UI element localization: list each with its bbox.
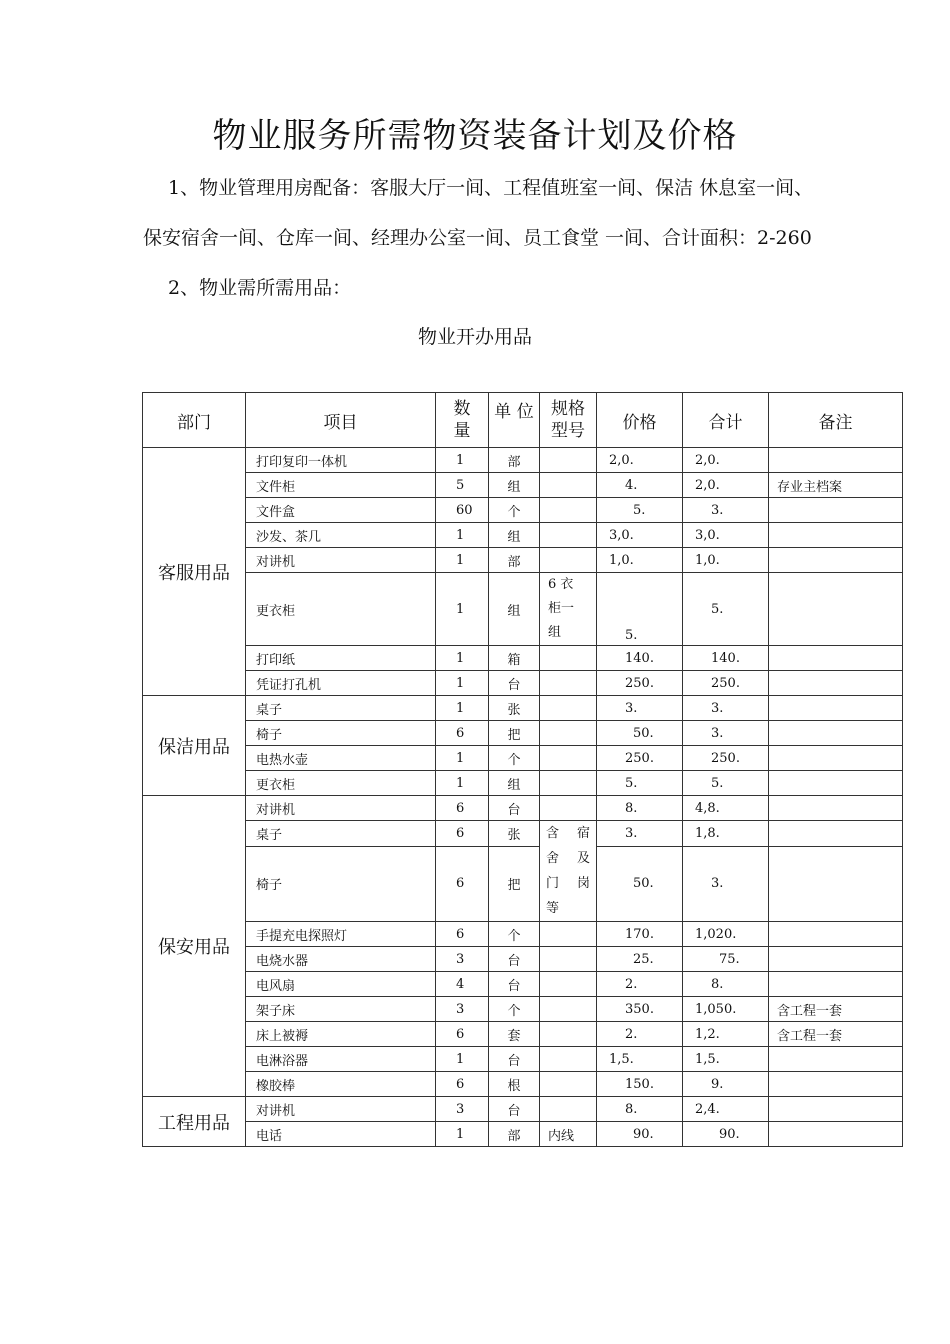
table-row (143, 796, 903, 821)
item-cell: 架子床 (246, 997, 436, 1022)
item-cell: 电话 (246, 1122, 436, 1147)
note-cell: 含工程一套 (769, 997, 903, 1022)
item-cell: 椅子 (246, 721, 436, 746)
unit-cell: 个 (489, 498, 540, 523)
note-cell (769, 573, 903, 646)
total-cell: 1,2. (683, 1022, 769, 1047)
unit-cell: 个 (489, 997, 540, 1022)
table-row (143, 498, 903, 523)
spec-cell (540, 721, 597, 746)
note-cell (769, 721, 903, 746)
table-row (143, 922, 903, 947)
item-cell: 电风扇 (246, 972, 436, 997)
price-cell: 1,0. (597, 548, 683, 573)
table-row (143, 646, 903, 671)
total-cell: 250. (683, 671, 769, 696)
spec-cell (540, 1072, 597, 1097)
table-row (143, 1047, 903, 1072)
table-row (143, 1022, 903, 1047)
item-cell: 更衣柜 (246, 771, 436, 796)
spec-cell (540, 448, 597, 473)
table-row (143, 746, 903, 771)
spec-cell (540, 498, 597, 523)
spec-cell (540, 1097, 597, 1122)
dept-cell: 保安用品 (143, 796, 246, 1097)
note-cell (769, 671, 903, 696)
price-cell: 5. (597, 771, 683, 796)
total-cell: 3. (683, 721, 769, 746)
total-cell: 3. (683, 846, 769, 921)
item-cell: 文件盒 (246, 498, 436, 523)
qty-cell: 6 (436, 821, 489, 847)
total-cell: 250. (683, 746, 769, 771)
unit-cell: 组 (489, 573, 540, 646)
table-header-row (143, 393, 903, 448)
note-cell (769, 1047, 903, 1072)
table-row (143, 821, 903, 847)
spec-cell (540, 922, 597, 947)
total-cell: 1,8. (683, 821, 769, 847)
note-cell (769, 922, 903, 947)
table-title: 物业开办用品 (417, 326, 532, 348)
price-cell: 4. (597, 473, 683, 498)
dept-cell: 工程用品 (143, 1097, 246, 1147)
spec-cell (540, 523, 597, 548)
table-row (143, 448, 903, 473)
table-row (143, 846, 903, 921)
header-note: 备注 (769, 393, 903, 448)
qty-cell: 6 (436, 1072, 489, 1097)
unit-cell: 张 (489, 696, 540, 721)
table-row (143, 473, 903, 498)
paragraph-2: 保安宿舍一间、仓库一间、经理办公室一间、员工食堂 一间、合计面积：2-260 (143, 227, 812, 249)
table-row (143, 1072, 903, 1097)
item-cell: 椅子 (246, 846, 436, 921)
unit-cell: 台 (489, 796, 540, 821)
item-cell: 对讲机 (246, 796, 436, 821)
spec-cell (540, 796, 597, 821)
qty-cell: 6 (436, 922, 489, 947)
total-cell: 4,8. (683, 796, 769, 821)
unit-cell: 把 (489, 721, 540, 746)
price-cell: 50. (597, 846, 683, 921)
header-spec: 规格 型号 (540, 393, 597, 448)
note-cell (769, 1122, 903, 1147)
spec-cell (540, 1047, 597, 1072)
total-cell: 8. (683, 972, 769, 997)
total-cell: 1,050. (683, 997, 769, 1022)
total-cell: 3. (683, 696, 769, 721)
note-cell (769, 771, 903, 796)
price-cell: 2,0. (597, 448, 683, 473)
note-cell (769, 796, 903, 821)
qty-cell: 1 (436, 771, 489, 796)
item-cell: 打印纸 (246, 646, 436, 671)
qty-cell: 5 (436, 473, 489, 498)
qty-cell: 1 (436, 696, 489, 721)
price-cell: 5. (597, 498, 683, 523)
item-cell: 更衣柜 (246, 573, 436, 646)
qty-cell: 3 (436, 997, 489, 1022)
item-cell: 电淋浴器 (246, 1047, 436, 1072)
price-cell: 3. (597, 696, 683, 721)
spec-cell (540, 997, 597, 1022)
total-cell: 3. (683, 498, 769, 523)
qty-cell: 3 (436, 947, 489, 972)
item-cell: 床上被褥 (246, 1022, 436, 1047)
note-cell (769, 548, 903, 573)
total-cell: 75. (683, 947, 769, 972)
total-cell: 5. (683, 573, 769, 646)
unit-cell: 套 (489, 1022, 540, 1047)
total-cell: 2,4. (683, 1097, 769, 1122)
unit-cell: 组 (489, 771, 540, 796)
spec-cell: 内线 (540, 1122, 597, 1147)
qty-cell: 3 (436, 1097, 489, 1122)
unit-cell: 组 (489, 523, 540, 548)
header-total: 合计 (683, 393, 769, 448)
total-cell: 90. (683, 1122, 769, 1147)
price-cell: 50. (597, 721, 683, 746)
note-cell: 存业主档案 (769, 473, 903, 498)
unit-cell: 把 (489, 846, 540, 921)
table-row (143, 696, 903, 721)
unit-cell: 部 (489, 448, 540, 473)
table-row (143, 771, 903, 796)
spec-cell (540, 947, 597, 972)
dept-cell: 保洁用品 (143, 696, 246, 796)
qty-cell: 1 (436, 548, 489, 573)
price-cell: 150. (597, 1072, 683, 1097)
unit-cell: 箱 (489, 646, 540, 671)
spec-cell (540, 473, 597, 498)
spec-cell (540, 972, 597, 997)
unit-cell: 张 (489, 821, 540, 847)
price-cell: 1,5. (597, 1047, 683, 1072)
qty-cell: 1 (436, 448, 489, 473)
unit-cell: 台 (489, 947, 540, 972)
total-cell: 5. (683, 771, 769, 796)
note-cell: 含工程一套 (769, 1022, 903, 1047)
total-cell: 1,0. (683, 548, 769, 573)
table-row (143, 947, 903, 972)
qty-cell: 60 (436, 498, 489, 523)
unit-cell: 台 (489, 671, 540, 696)
unit-cell: 部 (489, 548, 540, 573)
item-cell: 橡胶棒 (246, 1072, 436, 1097)
note-cell (769, 746, 903, 771)
header-price: 价格 (597, 393, 683, 448)
item-cell: 对讲机 (246, 1097, 436, 1122)
unit-cell: 台 (489, 1097, 540, 1122)
note-cell (769, 846, 903, 921)
note-cell (769, 696, 903, 721)
qty-cell: 4 (436, 972, 489, 997)
item-cell: 凭证打孔机 (246, 671, 436, 696)
item-cell: 对讲机 (246, 548, 436, 573)
paragraph-3: 2、物业需所需用品： (168, 277, 352, 299)
header-dept: 部门 (143, 393, 246, 448)
unit-cell: 台 (489, 1047, 540, 1072)
note-cell (769, 498, 903, 523)
item-cell: 文件柜 (246, 473, 436, 498)
table-row (143, 573, 903, 646)
paragraph-1: 1、物业管理用房配备：客服大厅一间、工程值班室一间、保洁 休息室一间、 (168, 177, 814, 199)
qty-cell: 1 (436, 746, 489, 771)
spec-cell: 6 衣 柜一 组 (540, 573, 597, 646)
total-cell: 2,0. (683, 473, 769, 498)
note-cell (769, 523, 903, 548)
table-row (143, 548, 903, 573)
note-cell (769, 1097, 903, 1122)
spec-cell (540, 746, 597, 771)
price-cell: 350. (597, 997, 683, 1022)
note-cell (769, 448, 903, 473)
item-cell: 手提充电探照灯 (246, 922, 436, 947)
price-cell: 140. (597, 646, 683, 671)
note-cell (769, 646, 903, 671)
dept-cell: 客服用品 (143, 448, 246, 696)
total-cell: 3,0. (683, 523, 769, 548)
table-row (143, 972, 903, 997)
table-row (143, 721, 903, 746)
qty-cell: 1 (436, 646, 489, 671)
item-cell: 打印复印一体机 (246, 448, 436, 473)
supplies-table (142, 392, 903, 1147)
price-cell: 250. (597, 671, 683, 696)
price-cell: 5. (597, 573, 683, 646)
unit-cell: 根 (489, 1072, 540, 1097)
item-cell: 电热水壶 (246, 746, 436, 771)
total-cell: 1,5. (683, 1047, 769, 1072)
qty-cell: 6 (436, 721, 489, 746)
item-cell: 桌子 (246, 821, 436, 847)
qty-cell: 6 (436, 846, 489, 921)
price-cell: 2. (597, 972, 683, 997)
note-cell (769, 821, 903, 847)
price-cell: 90. (597, 1122, 683, 1147)
total-cell: 9. (683, 1072, 769, 1097)
header-qty: 数 量 (436, 393, 489, 448)
total-cell: 140. (683, 646, 769, 671)
qty-cell: 1 (436, 1122, 489, 1147)
table-row (143, 997, 903, 1022)
price-cell: 8. (597, 796, 683, 821)
table-row (143, 523, 903, 548)
note-cell (769, 947, 903, 972)
price-cell: 3,0. (597, 523, 683, 548)
qty-cell: 1 (436, 1047, 489, 1072)
qty-cell: 1 (436, 671, 489, 696)
spec-cell (540, 646, 597, 671)
spec-cell (540, 671, 597, 696)
header-unit: 单 位 (489, 393, 540, 448)
spec-merged-cell: 含 宿 舍 及 门 岗 等 (540, 821, 597, 922)
qty-cell: 1 (436, 573, 489, 646)
price-cell: 2. (597, 1022, 683, 1047)
qty-cell: 6 (436, 1022, 489, 1047)
spec-cell (540, 771, 597, 796)
table-row (143, 671, 903, 696)
unit-cell: 个 (489, 746, 540, 771)
price-cell: 250. (597, 746, 683, 771)
price-cell: 8. (597, 1097, 683, 1122)
table-row (143, 1122, 903, 1147)
spec-cell (540, 1022, 597, 1047)
total-cell: 1,020. (683, 922, 769, 947)
total-cell: 2,0. (683, 448, 769, 473)
price-cell: 170. (597, 922, 683, 947)
item-cell: 电烧水器 (246, 947, 436, 972)
table-row (143, 1097, 903, 1122)
spec-cell (540, 696, 597, 721)
price-cell: 3. (597, 821, 683, 847)
unit-cell: 个 (489, 922, 540, 947)
unit-cell: 部 (489, 1122, 540, 1147)
item-cell: 沙发、茶几 (246, 523, 436, 548)
price-cell: 25. (597, 947, 683, 972)
qty-cell: 1 (436, 523, 489, 548)
unit-cell: 组 (489, 473, 540, 498)
spec-cell (540, 548, 597, 573)
document-title: 物业服务所需物资装备计划及价格 (212, 116, 738, 156)
note-cell (769, 972, 903, 997)
header-item: 项目 (246, 393, 436, 448)
note-cell (769, 1072, 903, 1097)
qty-cell: 6 (436, 796, 489, 821)
item-cell: 桌子 (246, 696, 436, 721)
unit-cell: 台 (489, 972, 540, 997)
